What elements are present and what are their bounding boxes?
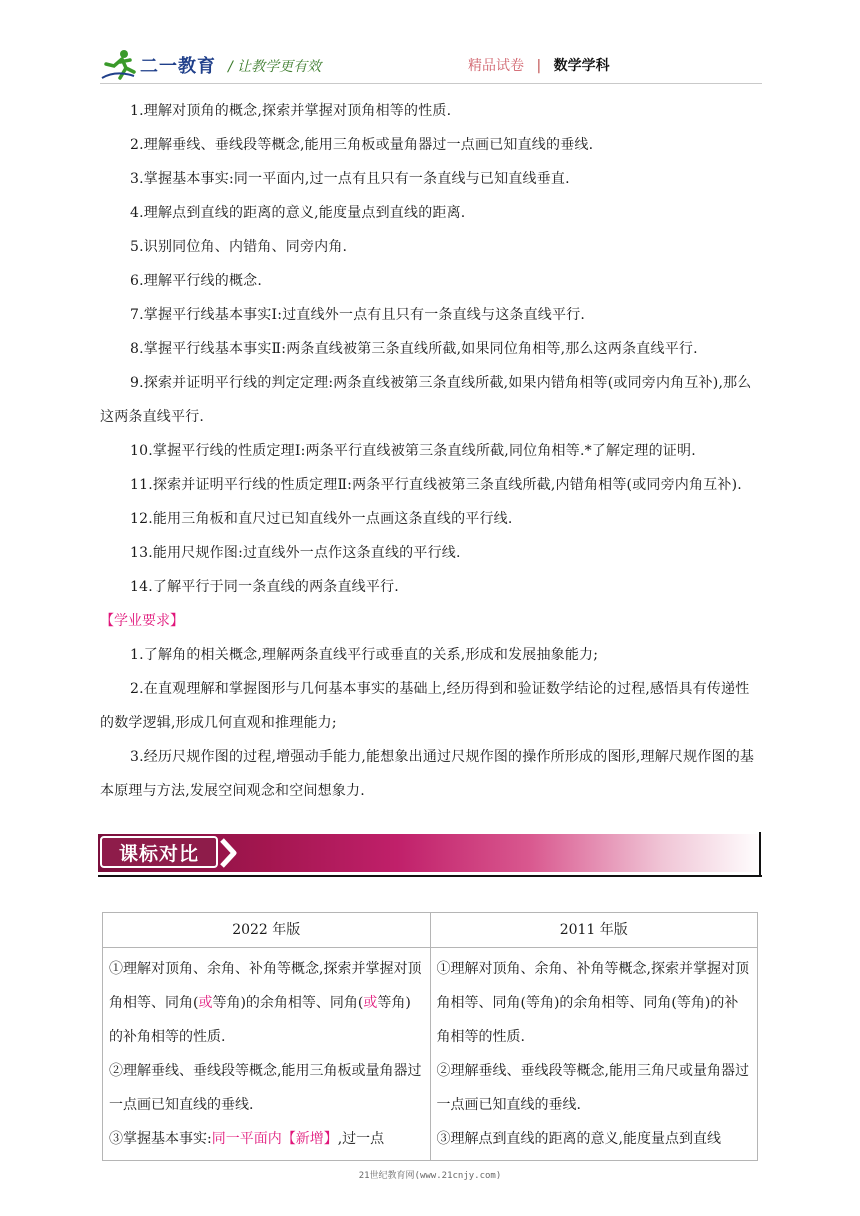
comparison-table (102, 912, 758, 1161)
objective-item: 5.识别同位角、内错角、同旁内角. (130, 239, 348, 255)
objective-item: 13.能用尺规作图:过直线外一点作这条直线的平行线. (130, 545, 461, 561)
table-row (103, 948, 758, 1161)
text-segment: 等角)的补角相等的性质. (109, 995, 411, 1045)
main-content (100, 94, 762, 808)
objective-item: 1.理解对顶角的概念,探索并掌握对顶角相等的性质. (130, 103, 452, 119)
cell-paragraph: ①理解对顶角、余角、补角等概念,探索并掌握对顶角相等、同角(等角)的余角相等、同角(等角)的补角相等的性质. (436, 961, 749, 1045)
logo (100, 48, 216, 82)
objective-item: 8.掌握平行线基本事实Ⅱ:两条直线被第三条直线所截,如果同位角相等,那么这两条直线平行. (130, 341, 698, 357)
cell-paragraph: ②理解垂线、垂线段等概念,能用三角板或量角器过一点画已知直线的垂线. (109, 1063, 422, 1113)
slogan: / 让教学更有效 (228, 59, 322, 75)
text-segment: ①理解对顶角、余角、补角等概念,探索并掌握对顶角相等、同角( (109, 961, 422, 1011)
text-segment: ,过一点 (337, 1131, 385, 1147)
objective-item: 10.掌握平行线的性质定理Ⅰ:两条平行直线被第三条直线所截,同位角相等.*了解定理的证明. (130, 443, 696, 459)
cell-2022 (103, 948, 431, 1161)
highlight-text: 同一平面内【新增】 (211, 1131, 338, 1147)
page-header (100, 44, 762, 84)
text-segment: ③掌握基本事实: (109, 1131, 212, 1147)
objective-item: 11.探索并证明平行线的性质定理Ⅱ:两条平行直线被第三条直线所截,内错角相等(或同旁内角互补). (130, 477, 742, 493)
logo-text: 二一教育 (140, 56, 216, 77)
cell-2011 (430, 948, 758, 1161)
objective-item: 12.能用三角板和直尺过已知直线外一点画这条直线的平行线. (130, 511, 513, 527)
cell-paragraph (109, 952, 424, 1054)
column-header-2022: 2022 年版 (103, 913, 431, 948)
academic-item: 1.了解角的相关概念,理解两条直线平行或垂直的关系,形成和发展抽象能力; (130, 647, 599, 663)
objective-item: 9.探索并证明平行线的判定定理:两条直线被第三条直线所截,如果内错角相等(或同旁内角互补),那么这两条直线平行. (100, 375, 752, 425)
header-label-subject: 数学学科 (553, 58, 610, 74)
cell-paragraph: ②理解垂线、垂线段等概念,能用三角尺或量角器过一点画已知直线的垂线. (436, 1063, 749, 1113)
header-label-papers: 精品试卷 (468, 58, 524, 74)
academic-item: 2.在直观理解和掌握图形与几何基本事实的基础上,经历得到和验证数学结论的过程,感悟具有传递性的数学逻辑,形成几何直观和推理能力; (100, 681, 750, 731)
page-footer: 21世纪教育网(www.21cnjy.com) (358, 1171, 502, 1181)
objective-item: 6.理解平行线的概念. (130, 273, 263, 289)
section-banner (98, 832, 762, 878)
objective-item: 14.了解平行于同一条直线的两条直线平行. (130, 579, 399, 595)
column-header-2011: 2011 年版 (430, 913, 758, 948)
objective-item: 2.理解垂线、垂线段等概念,能用三角板或量角器过一点画已知直线的垂线. (130, 137, 594, 153)
highlight-text: 或 (198, 995, 213, 1011)
cell-paragraph: ③理解点到直线的距离的意义,能度量点到直线 (436, 1131, 721, 1147)
highlight-text: 或 (363, 995, 378, 1011)
header-separator: | (536, 58, 542, 74)
runner-logo-icon (100, 48, 138, 82)
header-subject (468, 55, 610, 75)
banner-underline (98, 875, 762, 877)
banner-end-rule (759, 832, 761, 876)
header-divider (100, 83, 762, 84)
table-header-row (103, 913, 758, 948)
banner-title: 课标对比 (100, 836, 218, 868)
academic-item: 3.经历尺规作图的过程,增强动手能力,能想象出通过尺规作图的操作所形成的图形,理解尺规作图的基本原理与方法,发展空间观念和空间想象力. (100, 749, 755, 799)
chevron-right-icon (220, 838, 238, 868)
objective-item: 4.理解点到直线的距离的意义,能度量点到直线的距离. (130, 205, 466, 221)
cell-paragraph (109, 1122, 424, 1156)
objective-item: 7.掌握平行线基本事实Ⅰ:过直线外一点有且只有一条直线与这条直线平行. (130, 307, 586, 323)
text-segment: 等角)的余角相等、同角( (212, 995, 364, 1011)
academic-heading: 【学业要求】 (100, 613, 184, 629)
objective-item: 3.掌握基本事实:同一平面内,过一点有且只有一条直线与已知直线垂直. (130, 171, 570, 187)
